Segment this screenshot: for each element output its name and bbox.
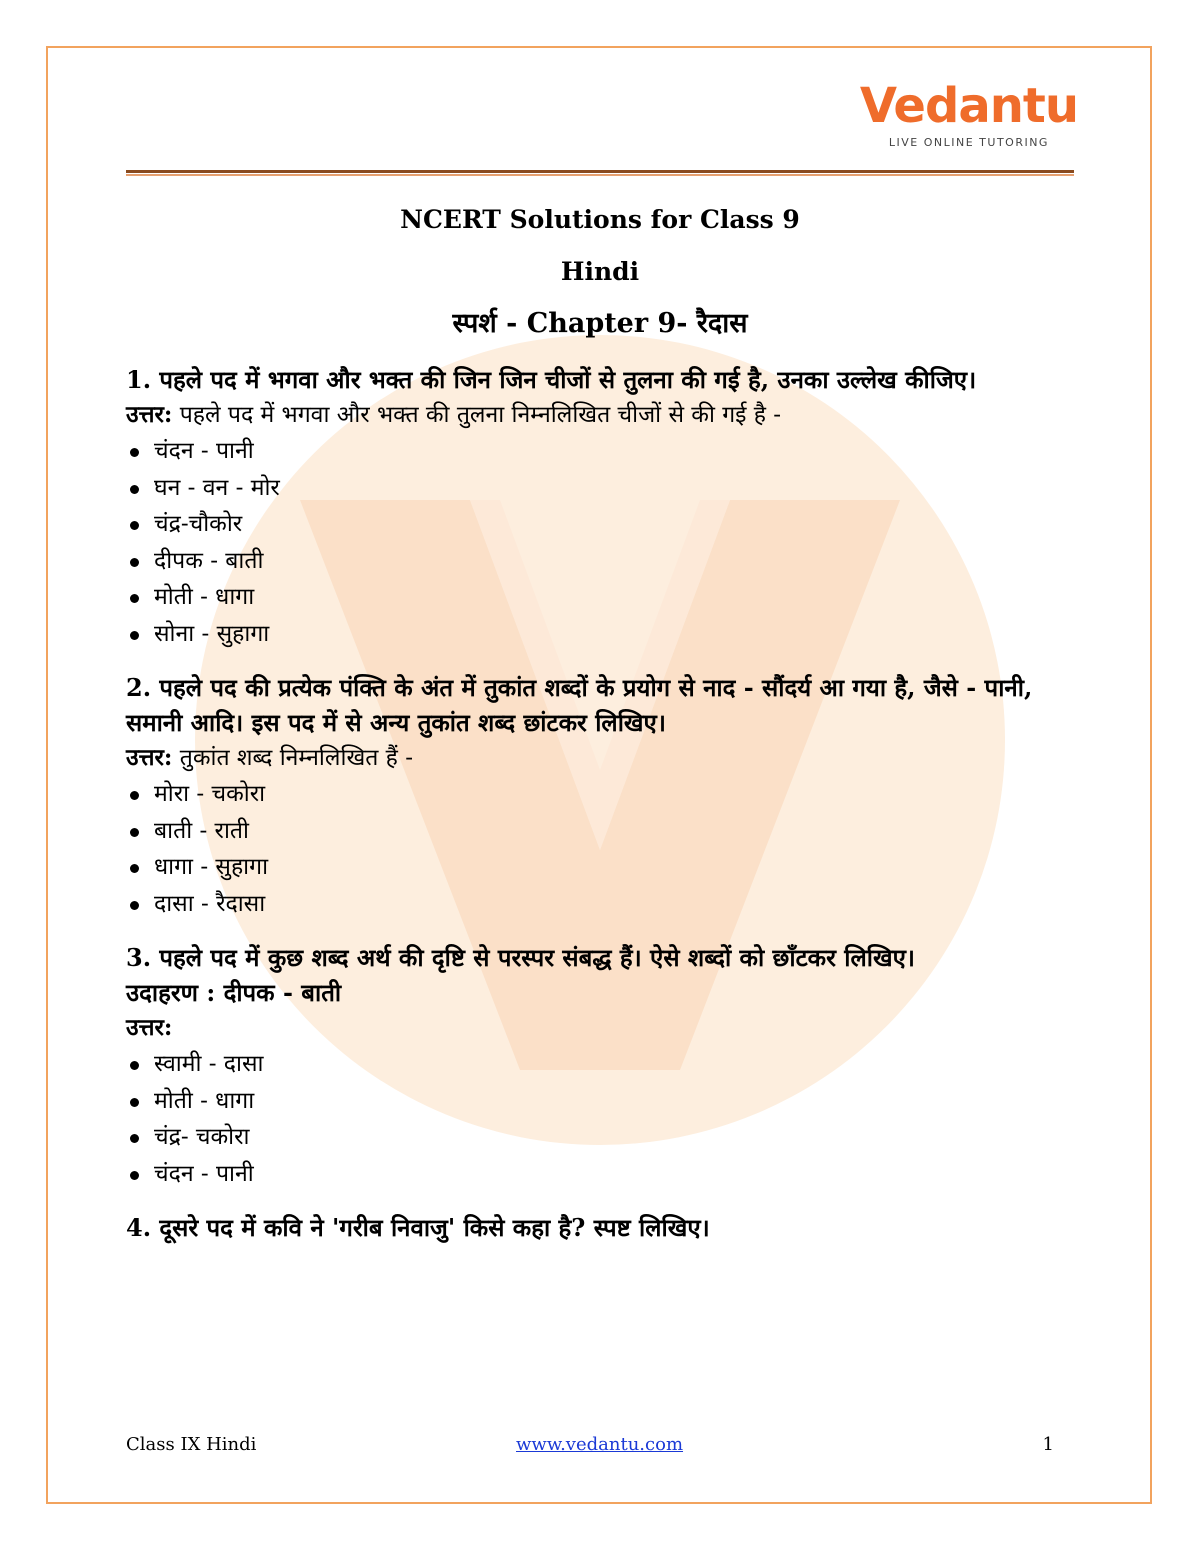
answer-1-list: [126, 433, 1074, 652]
list-item: मोती - धागा: [126, 1083, 1074, 1120]
question-3: 3. पहले पद में कुछ शब्द अर्थ की दृष्टि से परस्पर संबद्ध हैं। ऐसे शब्दों को छाँटकर लिखिए।: [126, 943, 915, 972]
answer-1: [126, 397, 1074, 433]
doc-title: NCERT Solutions for Class 9: [400, 205, 800, 234]
answer-label: उत्तर:: [126, 744, 173, 771]
vedantu-logo: [860, 80, 1078, 149]
logo-wordmark: Vedantu: [859, 78, 1078, 134]
question-2: 2. पहले पद की प्रत्येक पंक्ति के अंत में तुकांत शब्दों के प्रयोग से नाद - सौंदर्य आ गया है, जैसे - पानी, समानी आदि। इस पद में से अन्य तुकांत शब्द छांटकर लिखिए।: [126, 673, 1033, 737]
answer-3: [126, 1010, 1074, 1046]
answer-2: [126, 740, 1074, 776]
page-footer: [126, 1434, 1074, 1458]
answer-2-list: [126, 776, 1074, 922]
list-item: बाती - राती: [126, 813, 1074, 850]
answer-label: उत्तर:: [126, 401, 173, 428]
list-item: मोरा - चकोरा: [126, 776, 1074, 813]
list-item: चंद्र- चकोरा: [126, 1119, 1074, 1156]
list-item: मोती - धागा: [126, 579, 1074, 616]
list-item: चंद्र-चौकोर: [126, 506, 1074, 543]
doc-subject: Hindi: [560, 257, 640, 286]
list-item: सोना - सुहागा: [126, 616, 1074, 653]
header-divider: [126, 170, 1074, 176]
list-item: दासा - रैदासा: [126, 886, 1074, 923]
answer-text: पहले पद में भगवा और भक्त की तुलना निम्नलिखित चीजों से की गई है -: [172, 402, 782, 428]
list-item: दीपक - बाती: [126, 543, 1074, 580]
answer-3-list: [126, 1046, 1074, 1192]
doc-chapter: स्पर्श - Chapter 9- रैदास: [452, 308, 748, 339]
document-body: [126, 196, 1074, 1245]
example-3: उदाहरण : दीपक - बाती: [126, 978, 342, 1007]
list-item: धागा - सुहागा: [126, 849, 1074, 886]
list-item: स्वामी - दासा: [126, 1046, 1074, 1083]
page-number: 1: [1042, 1434, 1054, 1455]
list-item: चंदन - पानी: [126, 1156, 1074, 1193]
answer-label: उत्तर:: [126, 1014, 173, 1041]
list-item: चंदन - पानी: [126, 433, 1074, 470]
logo-tagline: LIVE ONLINE TUTORING: [888, 136, 1049, 149]
footer-class-label: Class IX Hindi: [126, 1434, 257, 1455]
question-1: 1. पहले पद में भगवा और भक्त की जिन जिन चीजों से तुलना की गई है, उनका उल्लेख कीजिए।: [126, 365, 977, 394]
list-item: घन - वन - मोर: [126, 470, 1074, 507]
answer-text: तुकांत शब्द निम्नलिखित हैं -: [172, 745, 413, 771]
footer-website-link[interactable]: www.vedantu.com: [516, 1434, 684, 1455]
question-4: 4. दूसरे पद में कवि ने 'गरीब निवाजु' किसे कहा है? स्पष्ट लिखिए।: [126, 1213, 710, 1242]
